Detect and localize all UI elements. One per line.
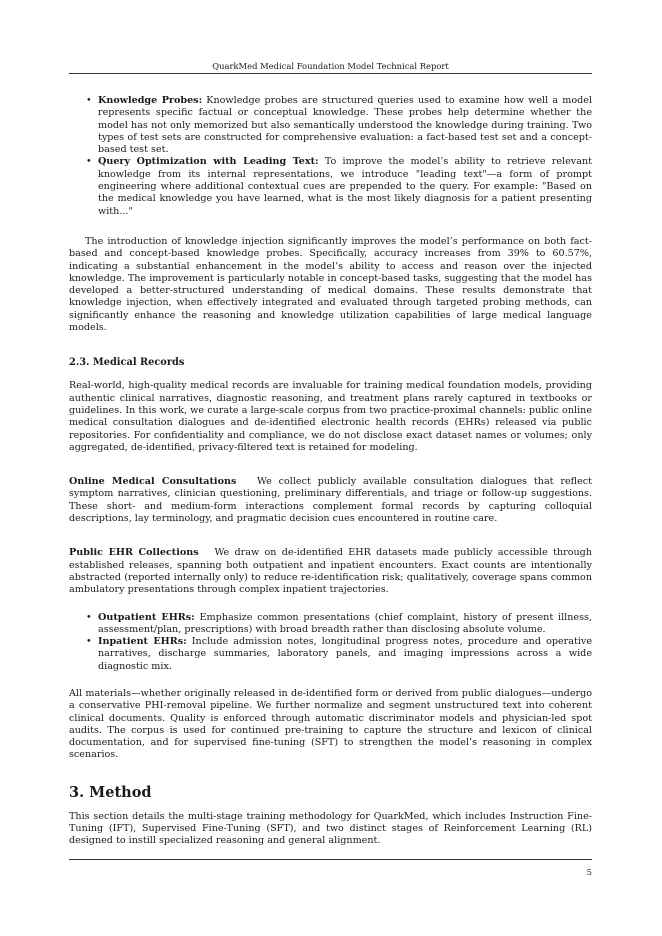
page <box>69 0 592 936</box>
bullet-text: Emphasize common presentations (chief complaint, history of present illness, assessment/plan, prescriptions) with broad breadth rather than disclosing absolute volume. <box>98 611 592 635</box>
paragraph-knowledge-injection: The introduction of knowledge injection significantly improves the model’s performance on both fact-based and concept-based knowledge probes. Specifically, accuracy increases from 39% to 60.57%, indicating a substantial enhancement in the model’s ability to access and reason over the injected knowledge. The improvement is particularly notable in concept-based tasks, suggesting that the model has developed a better-structured understanding of medical domains. These results demonstrate that knowledge injection, when effectively integrated and evaluated through targeted probing methods, can significantly enhance the reasoning and knowledge utilization capabilities of large medical language models. <box>69 235 592 334</box>
list-item <box>86 156 592 217</box>
footer-rule <box>69 859 592 860</box>
paragraph-medical-records-intro: Real-world, high-quality medical records are invaluable for training medical foundation models, providing authentic clinical narratives, diagnostic reasoning, and treatment plans rarely captured in textbooks or guidelines. In this work, we curate a large-scale corpus from two practice-proximal channels: public online medical consultation dialogues and de-identified electronic health records (EHRs) released via public repositories. For confidentiality and compliance, we do not disclose exact dataset names or volumes; only aggregated, de-identified, privacy-filtered text is retained for modeling. <box>69 380 592 453</box>
bullet-marker: • <box>86 156 92 168</box>
header-rule <box>69 73 592 74</box>
running-header: QuarkMed Medical Foundation Model Technical Report <box>212 61 449 71</box>
list-item <box>86 611 592 637</box>
list-item <box>86 636 593 673</box>
ehr-bullet-list <box>69 612 592 673</box>
paragraph-heading: Public EHR Collections <box>69 547 199 559</box>
probe-bullet-list <box>69 95 592 218</box>
list-item <box>86 95 592 156</box>
paragraph-online-consultations <box>69 476 592 525</box>
bullet-text: Include admission notes, longitudinal progress notes, procedure and operative narratives, discharge summaries, laboratory panels, and imaging impressions across a wide diagnostic mix. <box>98 636 593 672</box>
paragraph-text: We draw on de-identified EHR datasets made publicly accessible through established releases, spanning both outpatient and inpatient encounters. Exact counts are intentionally abstracted (reported internally only) to reduce re-identification risk; qualitatively, coverage spans common ambulatory presentations through complex inpatient trajectories. <box>69 547 592 596</box>
paragraph-heading: Online Medical Consultations <box>69 476 237 488</box>
body-content <box>69 95 592 848</box>
bullet-marker: • <box>86 636 92 648</box>
bullet-label: Outpatient EHRs: <box>98 611 195 623</box>
bullet-marker: • <box>86 611 92 623</box>
bullet-text: To improve the model’s ability to retrieve relevant knowledge from its internal representations, we introduce "leading text"—a form of prompt engineering where additional contextual cues are prepended to the query. For example: "Based on the medical knowledge you have learned, what is the most likely diagnosis for a patient presenting with..." <box>98 156 592 217</box>
section-heading-2-3: 2.3. Medical Records <box>69 357 185 369</box>
bullet-label: Knowledge Probes: <box>98 95 203 106</box>
page-number: 5 <box>586 867 592 877</box>
paragraph-method-intro: This section details the multi-stage training methodology for QuarkMed, which includes Instruction Fine-Tuning (IFT), Supervised Fine-Tuning (SFT), and two distinct stages of Reinforcement Learning (RL) designed to instill specialized reasoning and general alignment. <box>69 810 592 847</box>
bullet-text: Knowledge probes are structured queries used to examine how well a model represents specific factual or conceptual knowledge. These probes help determine whether the model has not only memorized but also semantically understood the knowledge during training. Two types of test sets are constructed for comprehensive evaluation: a fact-based test set and a concept-based test set. <box>98 95 592 156</box>
bullet-marker: • <box>86 95 92 106</box>
paragraph-phi-pipeline: All materials—whether originally released in de-identified form or derived from public dialogues—undergo a conservative PHI-removal pipeline. We further normalize and segment unstructured text into coherent clinical documents. Quality is enforced through automatic discriminator models and physician-led spot audits. The corpus is used for continued pre-training to capture the structure and lexicon of clinical documentation, and for supervised fine-tuning (SFT) to strengthen the model’s reasoning in complex scenarios. <box>69 687 592 761</box>
paragraph-public-ehr <box>69 547 592 596</box>
bullet-label: Query Optimization with Leading Text: <box>98 156 319 168</box>
paragraph-text: We collect publicly available consultation dialogues that reflect symptom narratives, clinician questioning, preliminary differentials, and triage or follow-up suggestions. These short- and medium-form interactions complement formal records by capturing colloquial descriptions, lay terminology, and pragmatic decision cues encountered in routine care. <box>69 476 592 525</box>
bullet-label: Inpatient EHRs: <box>98 636 187 648</box>
section-heading-3: 3. Method <box>69 783 152 801</box>
